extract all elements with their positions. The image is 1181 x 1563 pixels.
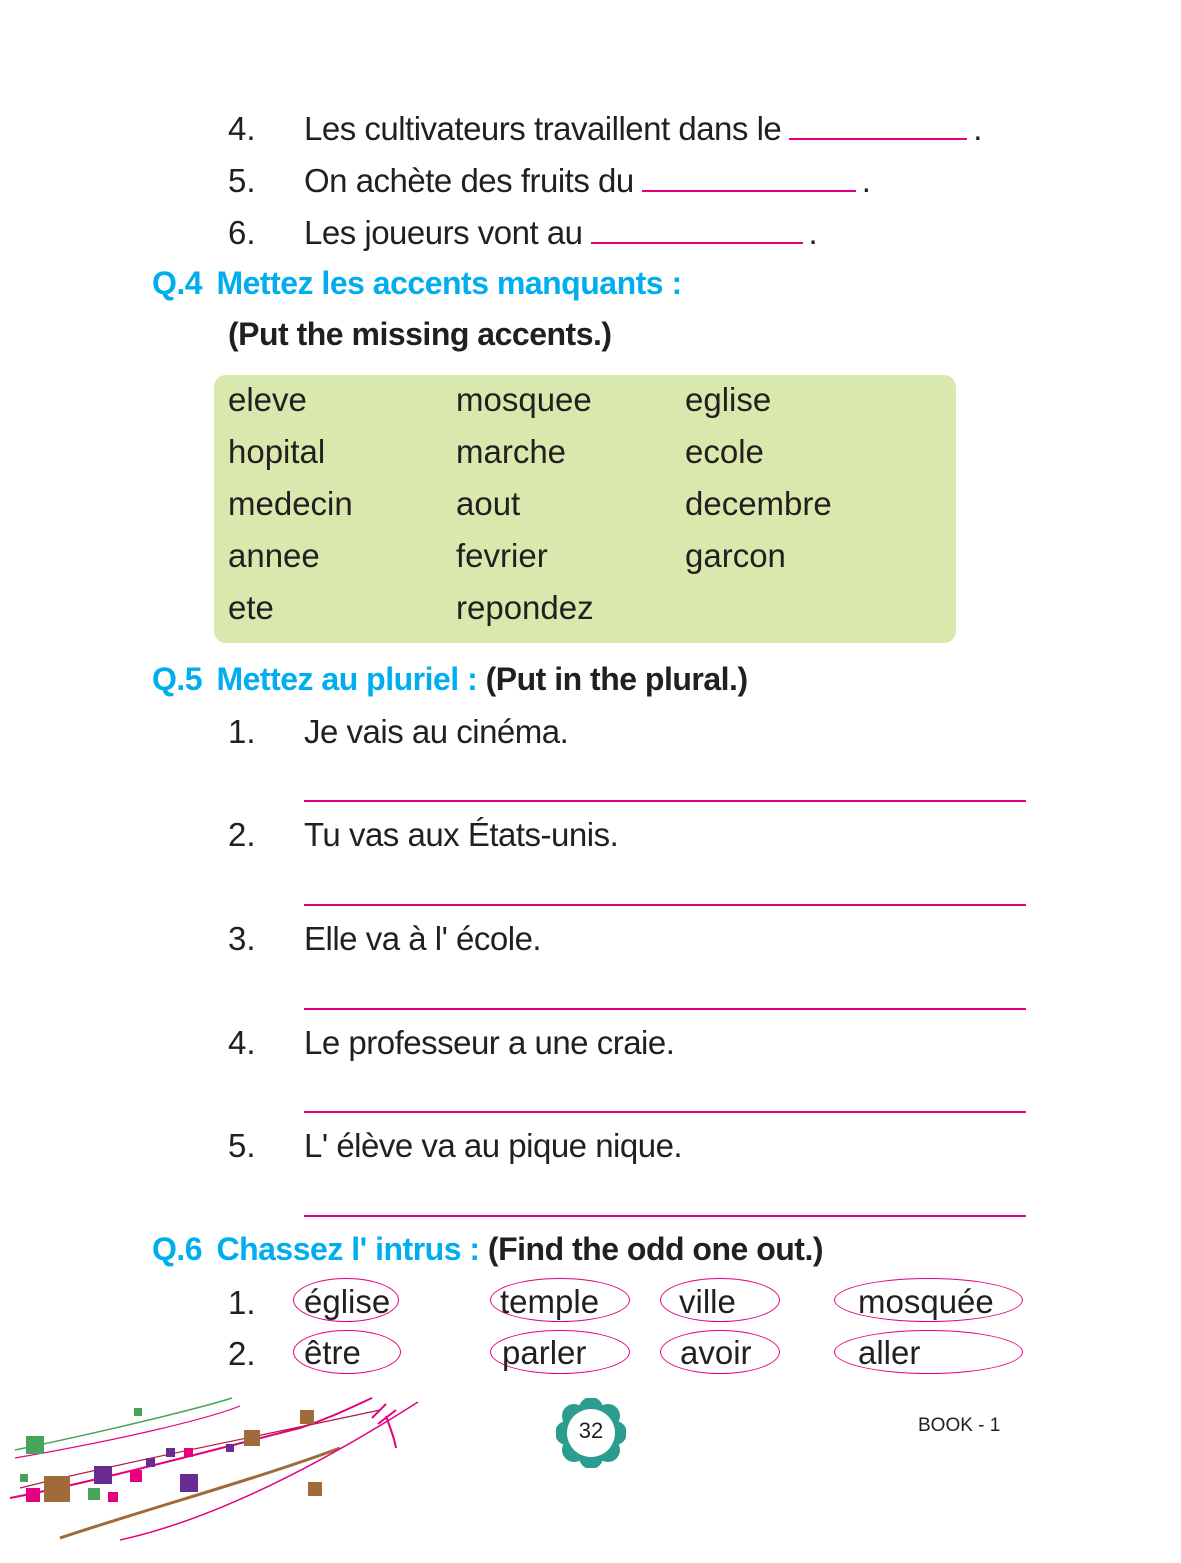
deco-square bbox=[26, 1436, 44, 1454]
item-number: 4. bbox=[228, 1024, 256, 1061]
q6-label: Q.6 bbox=[152, 1231, 203, 1267]
q4-heading bbox=[152, 265, 682, 302]
deco-square bbox=[308, 1482, 322, 1496]
deco-square bbox=[226, 1444, 234, 1452]
item-text: On achète des fruits du bbox=[304, 162, 634, 199]
q5-english: (Put in the plural.) bbox=[485, 661, 748, 697]
deco-square bbox=[244, 1430, 260, 1446]
swirl-line bbox=[15, 1398, 232, 1450]
item-number: 1. bbox=[228, 1284, 256, 1321]
word: mosquee bbox=[456, 381, 592, 418]
item-row bbox=[304, 162, 870, 200]
q5-title: Mettez au pluriel : bbox=[216, 661, 478, 697]
word: eleve bbox=[228, 381, 307, 418]
q6-english: (Find the odd one out.) bbox=[487, 1231, 823, 1267]
odd-word: avoir bbox=[680, 1334, 752, 1371]
deco-square bbox=[300, 1410, 314, 1424]
answer-line[interactable] bbox=[304, 800, 1026, 802]
word: garcon bbox=[685, 537, 786, 574]
word: eglise bbox=[685, 381, 772, 418]
word: marche bbox=[456, 433, 567, 470]
fill-blank[interactable] bbox=[591, 218, 803, 244]
item-text: Le professeur a une craie. bbox=[304, 1024, 675, 1061]
answer-line[interactable] bbox=[304, 1215, 1026, 1217]
item-text: Les joueurs vont au bbox=[304, 214, 583, 251]
item-number: 5. bbox=[228, 1127, 256, 1164]
deco-square bbox=[44, 1476, 70, 1502]
word: medecin bbox=[228, 485, 353, 522]
q4-subtitle: (Put the missing accents.) bbox=[228, 316, 612, 352]
swirl-line bbox=[60, 1448, 340, 1538]
odd-word: mosquée bbox=[858, 1283, 994, 1320]
deco-square bbox=[94, 1466, 112, 1484]
odd-word: être bbox=[304, 1334, 361, 1371]
q6-title: Chassez l' intrus : bbox=[216, 1231, 480, 1267]
odd-word: temple bbox=[500, 1283, 600, 1320]
word: repondez bbox=[456, 589, 594, 626]
item-row bbox=[304, 110, 982, 148]
odd-word: parler bbox=[502, 1334, 587, 1371]
item-number: 2. bbox=[228, 1335, 256, 1372]
q6-heading bbox=[152, 1231, 823, 1268]
item-end: . bbox=[808, 214, 818, 251]
deco-square bbox=[166, 1448, 175, 1457]
item-number: 4. bbox=[228, 110, 256, 147]
word: hopital bbox=[228, 433, 326, 470]
deco-square bbox=[108, 1492, 118, 1502]
answer-line[interactable] bbox=[304, 1008, 1026, 1010]
swirl-line bbox=[20, 1410, 380, 1488]
odd-word: aller bbox=[858, 1334, 921, 1371]
answer-line[interactable] bbox=[304, 904, 1026, 906]
swirl-line bbox=[15, 1406, 240, 1458]
word: fevrier bbox=[456, 537, 548, 574]
item-text: Tu vas aux États-unis. bbox=[304, 816, 619, 853]
fill-blank[interactable] bbox=[642, 166, 856, 192]
word-box bbox=[214, 375, 956, 643]
item-end: . bbox=[861, 162, 871, 199]
word: annee bbox=[228, 537, 320, 574]
decorative-swirl bbox=[0, 1388, 430, 1548]
item-number: 3. bbox=[228, 920, 256, 957]
item-text: Les cultivateurs travaillent dans le bbox=[304, 110, 782, 147]
odd-word: église bbox=[304, 1283, 391, 1320]
page-number-badge bbox=[556, 1398, 626, 1468]
answer-line[interactable] bbox=[304, 1111, 1026, 1113]
deco-square bbox=[130, 1470, 142, 1482]
deco-square bbox=[146, 1458, 155, 1467]
item-text: L' élève va au pique nique. bbox=[304, 1127, 683, 1164]
item-number: 5. bbox=[228, 162, 256, 199]
item-number: 1. bbox=[228, 713, 256, 750]
q5-label: Q.5 bbox=[152, 661, 203, 697]
deco-square bbox=[26, 1488, 40, 1502]
item-number: 2. bbox=[228, 816, 256, 853]
q5-heading bbox=[152, 661, 748, 698]
deco-square bbox=[88, 1488, 100, 1500]
word: ecole bbox=[685, 433, 764, 470]
page-number: 32 bbox=[578, 1418, 604, 1443]
deco-square bbox=[184, 1448, 193, 1457]
odd-word: ville bbox=[679, 1283, 736, 1320]
item-row bbox=[304, 214, 817, 252]
item-text: Je vais au cinéma. bbox=[304, 713, 569, 750]
item-number: 6. bbox=[228, 214, 256, 251]
fill-blank[interactable] bbox=[789, 114, 967, 140]
deco-square bbox=[180, 1474, 198, 1492]
word: aout bbox=[456, 485, 521, 522]
q4-label: Q.4 bbox=[152, 265, 203, 301]
deco-square bbox=[134, 1408, 142, 1416]
book-label: BOOK - 1 bbox=[918, 1415, 1001, 1436]
item-text: Elle va à l' école. bbox=[304, 920, 542, 957]
item-end: . bbox=[973, 110, 982, 147]
word: ete bbox=[228, 589, 274, 626]
word: decembre bbox=[685, 485, 832, 522]
q4-title: Mettez les accents manquants : bbox=[216, 265, 682, 301]
deco-square bbox=[20, 1474, 28, 1482]
